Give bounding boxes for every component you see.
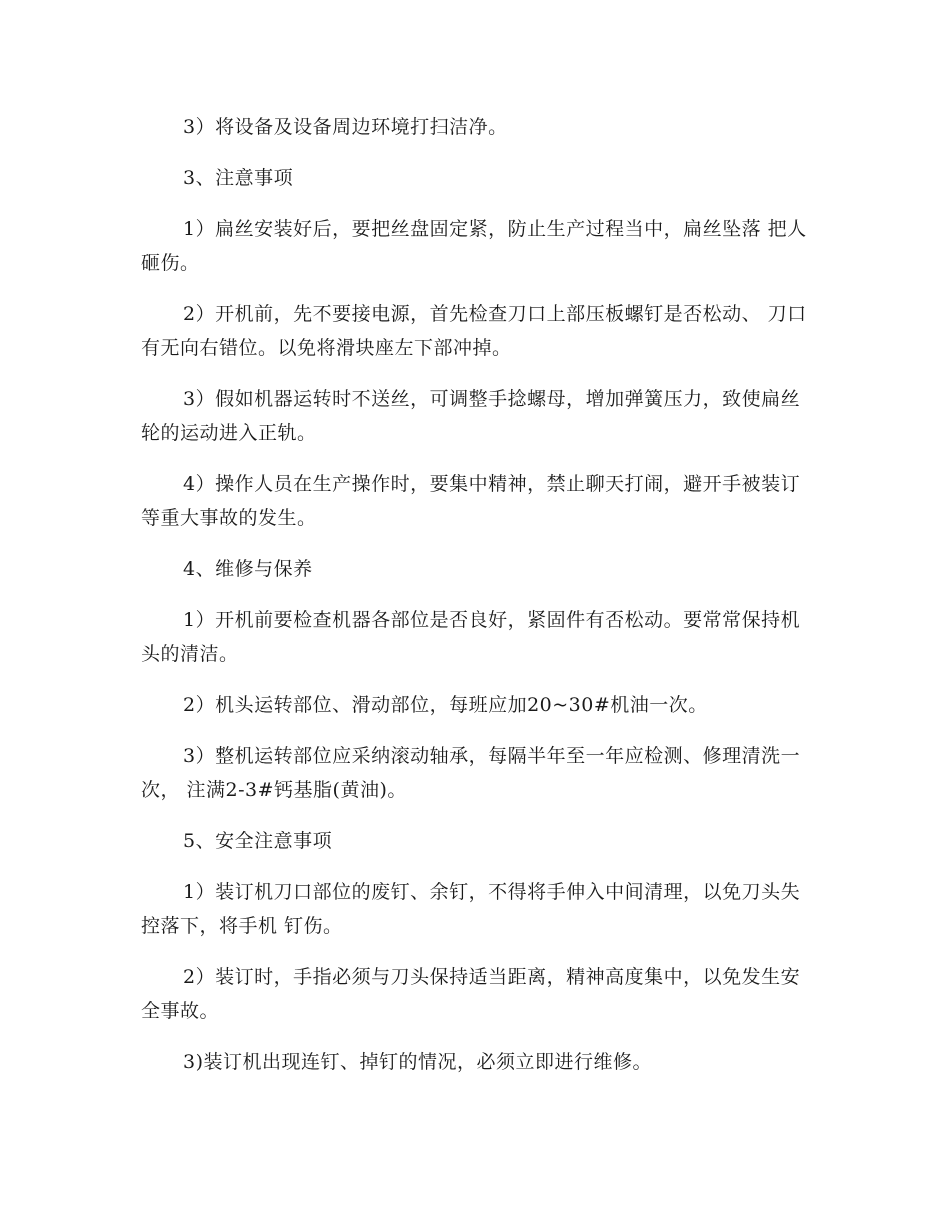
paragraph-item: 3）将设备及设备周边环境打扫洁净。 (183, 116, 508, 138)
section-heading: 3、注意事项 (183, 167, 294, 189)
paragraph-item: 2）机头运转部位、滑动部位，每班应加20~30#机油一次。 (183, 694, 708, 716)
paragraph-item: 3)装订机出现连钉、掉钉的情况，必须立即进行维修。 (183, 1051, 653, 1073)
paragraph-item: 3）假如机器运转时不送丝，可调整手捻螺母，增加弹簧压力，致使扁丝轮的运动进入正轨。 (141, 388, 801, 444)
section-heading: 4、维修与保养 (183, 558, 313, 580)
section-heading: 5、安全注意事项 (183, 830, 333, 852)
paragraph-item: 1）扁丝安装好后，要把丝盘固定紧，防止生产过程当中，扁丝坠落 把人砸伤。 (141, 218, 807, 274)
paragraph-item: 2）装订时，手指必须与刀头保持适当距离，精神高度集中，以免发生安全事故。 (141, 966, 801, 1022)
paragraph-item: 1）开机前要检查机器各部位是否良好，紧固件有否松动。要常常保持机头的清洁。 (141, 609, 801, 665)
paragraph-item: 4）操作人员在生产操作时，要集中精神，禁止聊天打闹，避开手被装订等重大事故的发生。 (141, 473, 801, 529)
document-body (141, 110, 809, 1096)
paragraph-item: 1）装订机刀口部位的废钉、余钉，不得将手伸入中间清理，以免刀头失控落下，将手机 钉伤。 (141, 881, 801, 937)
paragraph-item: 2）开机前，先不要接电源，首先检查刀口上部压板螺钉是否松动、 刀口有无向右错位。以免将滑块座左下部冲掉。 (141, 303, 807, 359)
paragraph-item: 3）整机运转部位应采纳滚动轴承，每隔半年至一年应检测、修理清洗一次， 注满2-3#钙基脂(黄油)。 (141, 745, 801, 801)
